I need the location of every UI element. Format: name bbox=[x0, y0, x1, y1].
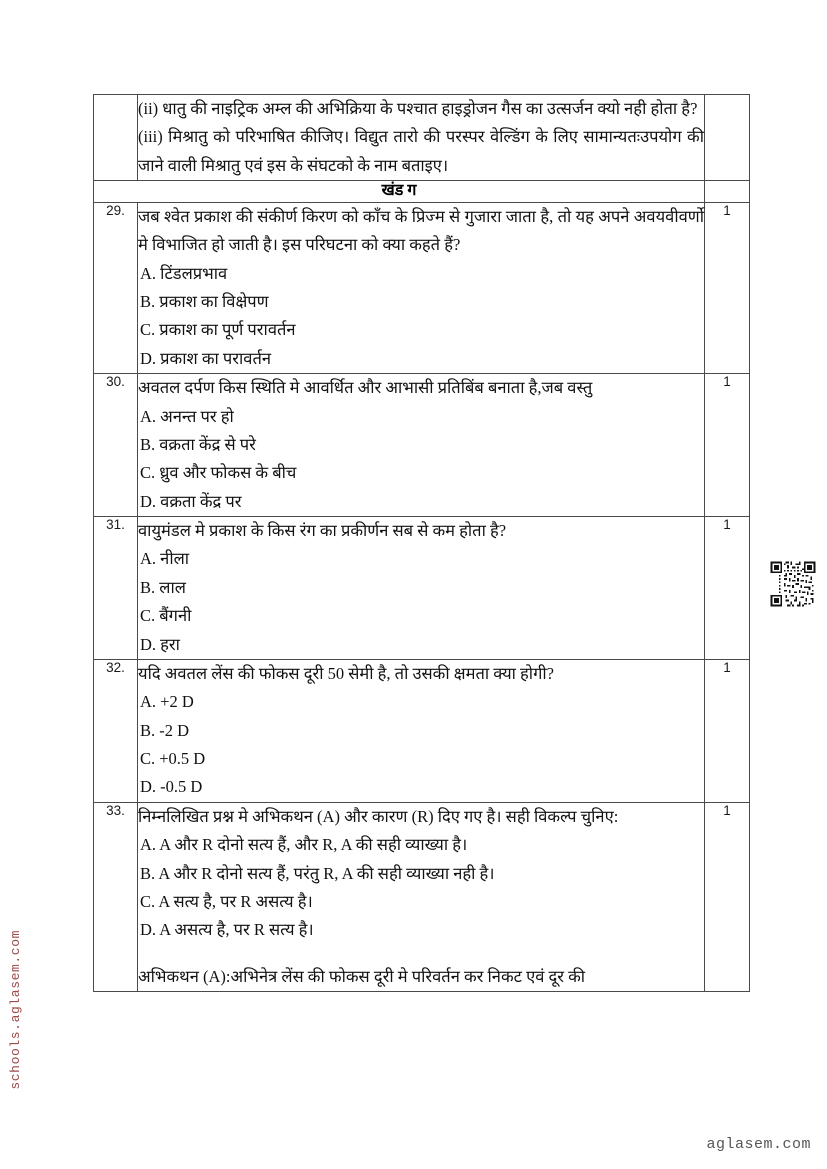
question-body bbox=[138, 202, 705, 373]
question-option: B. -2 D bbox=[140, 720, 190, 740]
question-option: C. बैंगनी bbox=[140, 606, 192, 626]
side-watermark: schools.aglasem.com bbox=[8, 930, 23, 1090]
question-stem: अवतल दर्पण किस स्थिति मे आवर्धित और आभासी प्रतिबिंब बनाता है,जब वस्तु bbox=[138, 378, 593, 398]
question-marks: 1 bbox=[705, 517, 750, 660]
question-option: B. लाल bbox=[140, 577, 186, 597]
table-row bbox=[94, 202, 750, 373]
question-option: D. प्रकाश का परावर्तन bbox=[140, 348, 272, 368]
footer-brand-watermark: aglasem.com bbox=[706, 1136, 811, 1153]
question-option: B. A और R दोनो सत्य हैं, परंतु R, A की सही व्याख्या नही है। bbox=[140, 863, 495, 883]
question-option: D. A असत्य है, पर R सत्य है। bbox=[140, 920, 314, 940]
question-option: C. +0.5 D bbox=[140, 749, 206, 769]
question-body bbox=[138, 374, 705, 517]
question-option: C. A सत्य है, पर R असत्य है। bbox=[140, 891, 313, 911]
section-heading-row bbox=[94, 181, 750, 203]
question-number: 33. bbox=[94, 802, 138, 991]
question-subpart-line: (iii) मिश्रातु को परिभाषित कीजिए। विद्युत तारो की परस्पर वेल्डिंग के लिए सामान्यतःउपयोग की जाने वाली मिश्रातु एवं इस के संघटको के नाम बताइए। bbox=[138, 127, 704, 175]
question-number bbox=[94, 95, 138, 181]
question-option: A. नीला bbox=[140, 549, 190, 569]
question-marks: 1 bbox=[705, 802, 750, 991]
question-option: A. +2 D bbox=[140, 692, 194, 712]
question-option: A. टिंडलप्रभाव bbox=[140, 263, 228, 283]
question-option: A. अनन्त पर हो bbox=[140, 406, 234, 426]
question-number: 29. bbox=[94, 202, 138, 373]
question-option: D. -0.5 D bbox=[140, 777, 203, 797]
question-option: B. वक्रता केंद्र से परे bbox=[140, 434, 256, 454]
question-stem: यदि अवतल लेंस की फोकस दूरी 50 सेमी है, तो उसकी क्षमता क्या होगी? bbox=[138, 663, 554, 683]
question-option: B. प्रकाश का विक्षेपण bbox=[140, 292, 269, 312]
question-option: A. A और R दोनो सत्य हैं, और R, A की सही व्याख्या है। bbox=[140, 835, 468, 855]
table-row bbox=[94, 95, 750, 181]
question-marks bbox=[705, 95, 750, 181]
section-heading: खंड ग bbox=[94, 181, 705, 203]
question-number: 30. bbox=[94, 374, 138, 517]
question-option: D. हरा bbox=[140, 634, 180, 654]
question-body bbox=[138, 95, 705, 181]
question-number: 31. bbox=[94, 517, 138, 660]
question-stem: वायुमंडल मे प्रकाश के किस रंग का प्रकीर्णन सब से कम होता है? bbox=[138, 521, 507, 541]
table-row bbox=[94, 659, 750, 802]
question-option: C. ध्रुव और फोकस के बीच bbox=[140, 463, 297, 483]
question-marks: 1 bbox=[705, 659, 750, 802]
table-row bbox=[94, 517, 750, 660]
question-option: D. वक्रता केंद्र पर bbox=[140, 491, 242, 511]
question-marks: 1 bbox=[705, 202, 750, 373]
question-subpart-line: (ii) धातु की नाइट्रिक अम्ल की अभिक्रिया के पश्चात हाइड्रोजन गैस का उत्सर्जन क्यो नही होता है? bbox=[138, 99, 698, 118]
question-stem: निम्नलिखित प्रश्न मे अभिकथन (A) और कारण (R) दिए गए है। सही विकल्प चुनिए: bbox=[138, 806, 619, 826]
section-heading-marks bbox=[705, 181, 750, 203]
question-option: C. प्रकाश का पूर्ण परावर्तन bbox=[140, 320, 296, 340]
question-body bbox=[138, 659, 705, 802]
table-row bbox=[94, 374, 750, 517]
question-body bbox=[138, 802, 705, 991]
question-assertion: अभिकथन (A):अभिनेत्र लेंस की फोकस दूरी मे परिवर्तन कर निकट एवं दूर की bbox=[138, 966, 586, 986]
question-body bbox=[138, 517, 705, 660]
table-row bbox=[94, 802, 750, 991]
qr-code bbox=[769, 560, 817, 608]
question-table bbox=[93, 94, 750, 992]
question-marks: 1 bbox=[705, 374, 750, 517]
question-stem: जब श्वेत प्रकाश की संकीर्ण किरण को काँच के प्रिज्म से गुजारा जाता है, तो यह अपने अवयवीवर्णो मे विभाजित हो जाती है। इस परिघटना को क्या कहते हैं? bbox=[138, 206, 704, 255]
question-number: 32. bbox=[94, 659, 138, 802]
